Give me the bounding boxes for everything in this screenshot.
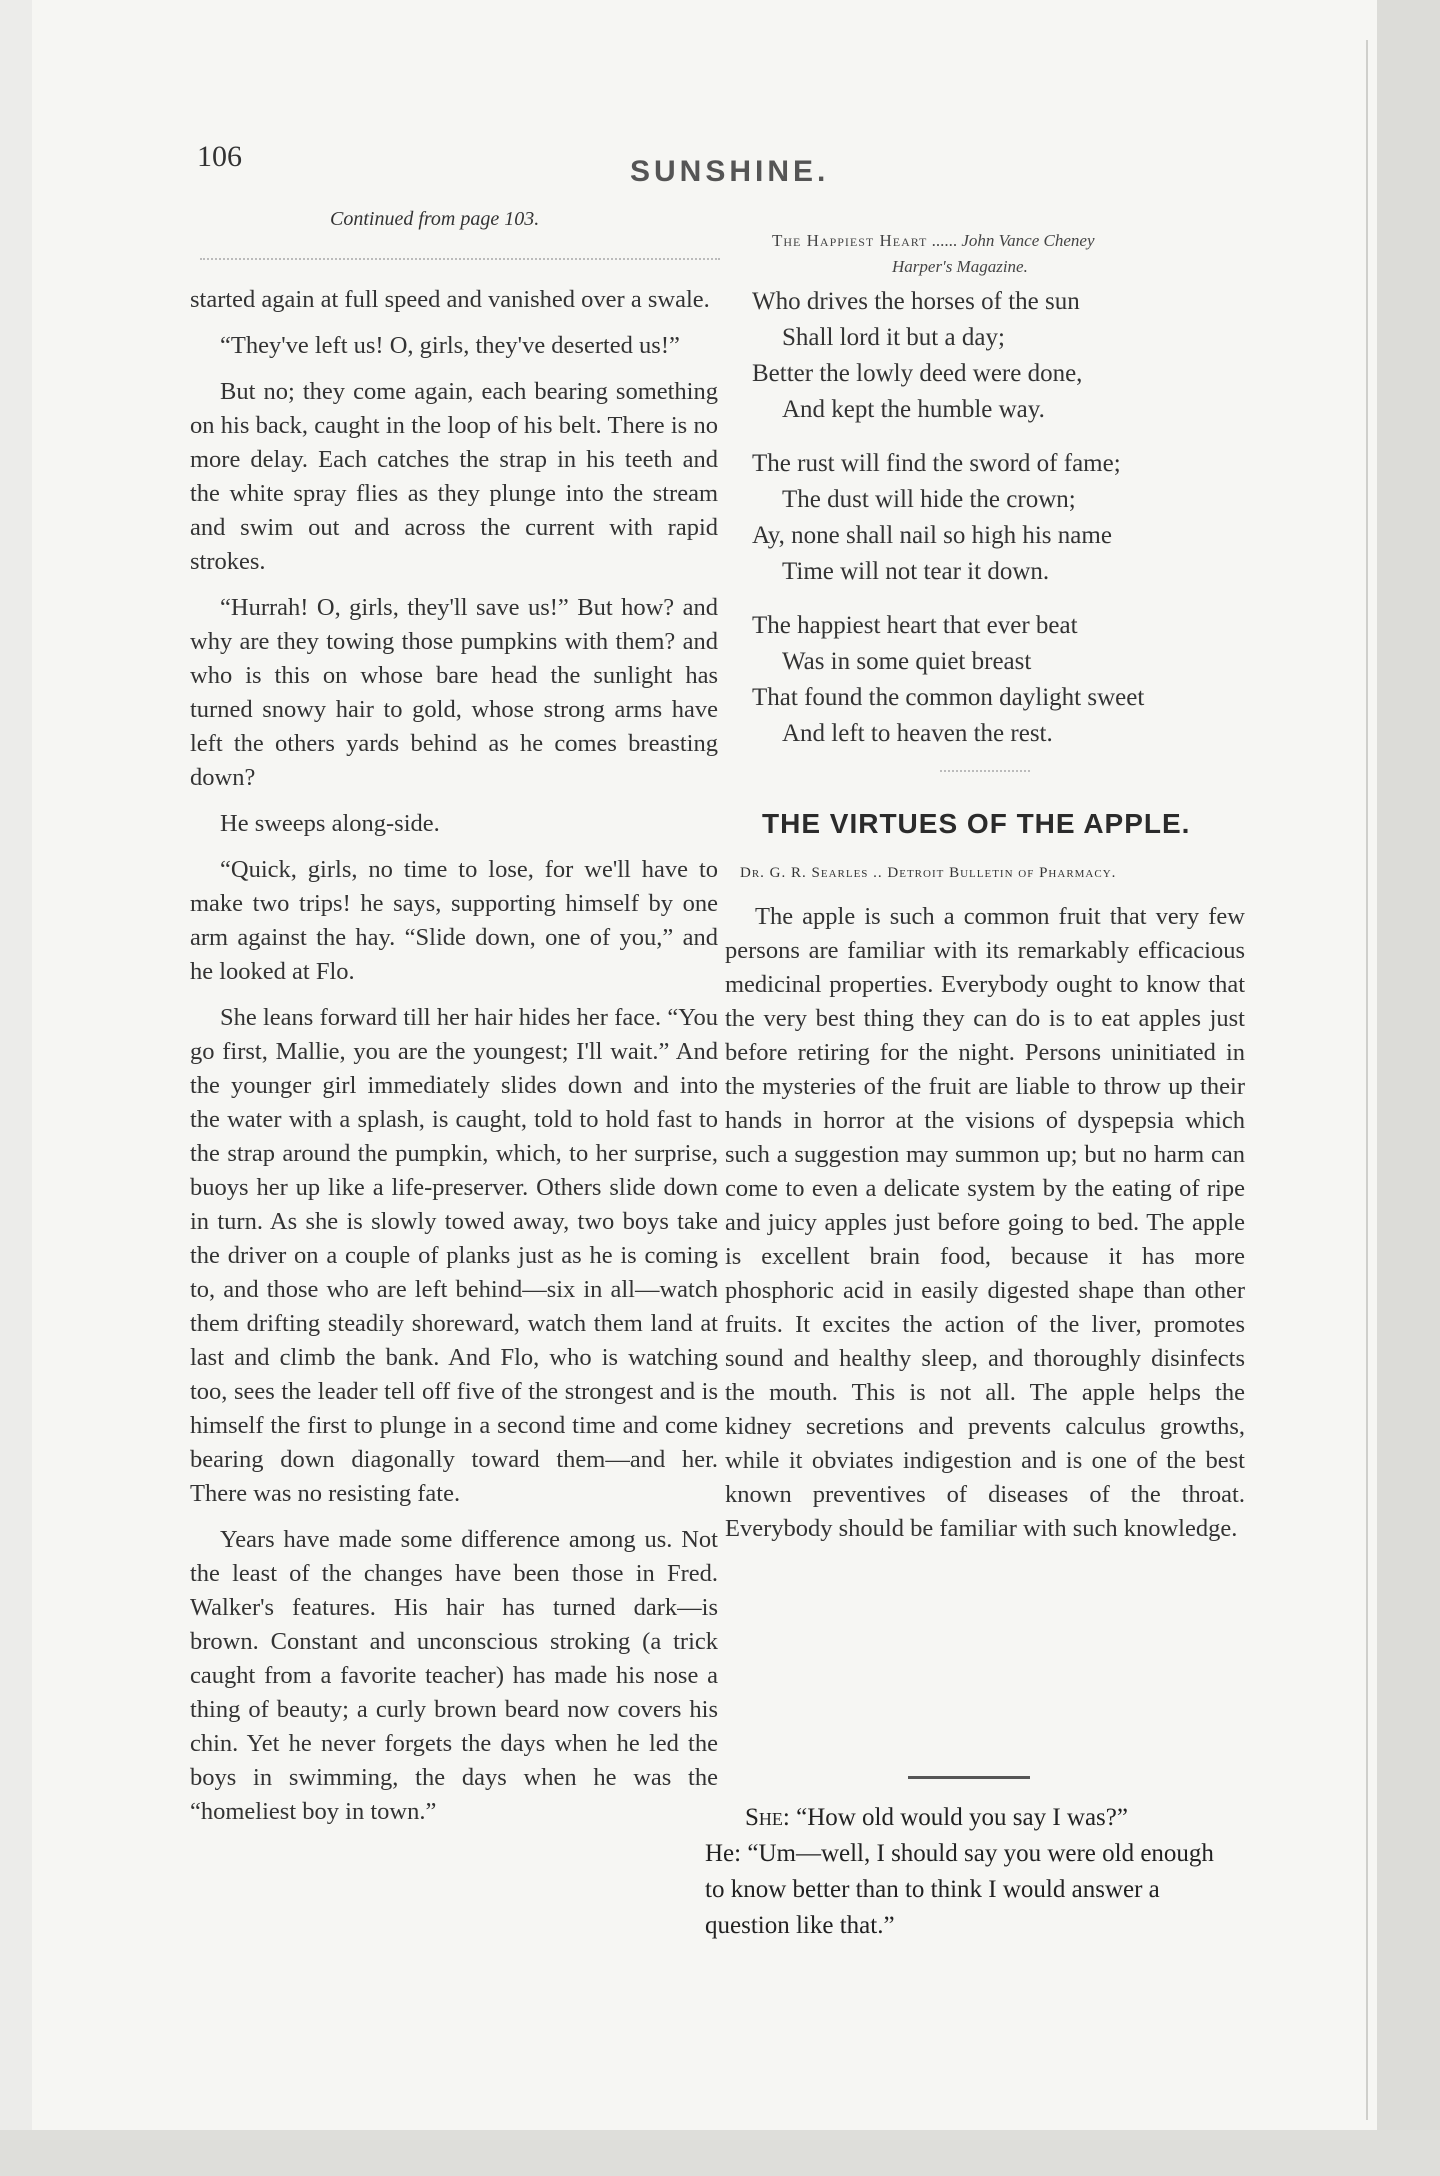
poem-line: Better the lowly deed were done, — [752, 360, 1083, 387]
poem-line: The dust will hide the crown; — [782, 486, 1076, 513]
poem-line: Ay, none shall nail so high his name — [752, 522, 1112, 549]
right-margin-strip — [1377, 0, 1440, 2176]
poem-line: Time will not tear it down. — [782, 558, 1050, 585]
paragraph: Years have made some difference among us. Not the least of the changes have been those in Fred. Walker's features. His hair has turned dark—is brown. Constant and unconscious stroking (a trick caught from a favorite teacher) has made his nose a thing of beauty; a curly brown beard now covers his chin. Yet he never forgets the days when he led the boys in swimming, the days when he was the “homeliest boy in town.” — [190, 1526, 718, 1825]
page-number: 106 — [197, 140, 242, 173]
paragraph: The apple is such a common fruit that very few persons are familiar with its remarkably efficacious medicinal properties. Everybody ought to know that the very best thing they can do is to eat apples just before retiring for the night. Persons uninitiated in the mysteries of the fruit are liable to throw up their hands in horror at the visions of dyspepsia which such a suggestion may summon up; but no harm can come to even a delicate system by the eating of ripe and juicy apples just before going to bed. The apple is excellent brain food, because it has more phosphoric acid in easily digested shape than other fruits. It excites the action of the liver, promotes sound and healthy sleep, and thoroughly disinfects the mouth. This is not all. The apple helps the kidney secretions and prevents calculus growths, while it obviates indigestion and is one of the best known preventives of diseases of the throat. Everybody should be familiar with such knowledge. — [725, 903, 1245, 1542]
short-rule — [908, 1776, 1030, 1779]
poem-stanza — [752, 446, 1252, 590]
article-title: THE VIRTUES OF THE APPLE. — [762, 808, 1191, 839]
poem-stanza — [752, 284, 1252, 428]
poem-line: Was in some quiet breast — [782, 648, 1032, 675]
poem-line: The happiest heart that ever beat — [752, 612, 1078, 639]
article-byline: Dr. G. R. Searles .. Detroit Bulletin of Pharmacy. — [740, 865, 1117, 881]
divider-rule — [200, 258, 720, 260]
fold-line — [1366, 40, 1368, 2120]
section-divider — [940, 770, 1030, 772]
poem-line: And kept the humble way. — [782, 396, 1045, 423]
running-title: SUNSHINE. — [630, 155, 830, 188]
speaker-he: He: — [705, 1840, 742, 1867]
paragraph: “They've left us! O, girls, they've deserted us!” — [220, 332, 680, 359]
joke-line-she — [705, 1800, 1230, 1836]
poem-line: Shall lord it but a day; — [782, 324, 1005, 351]
speaker-she: She: — [745, 1804, 790, 1831]
paragraph: “Hurrah! O, girls, they'll save us!” But how? and why are they towing those pumpkins with them? and who is this on whose bare head the sunlight has turned snowy hair to gold, whose strong arms have left the others yards behind as he comes breasting down? — [190, 594, 718, 791]
paragraph: started again at full speed and vanished over a swale. — [190, 286, 710, 313]
poem-title: The Happiest Heart — [772, 231, 928, 250]
paragraph: But no; they come again, each bearing something on his back, caught in the loop of his belt. There is no more delay. Each catches the strap in his teeth and the white spray flies as they plunge into the stream and swim out and across the current with rapid strokes. — [190, 378, 718, 575]
continued-note: Continued from page 103. — [330, 208, 540, 230]
joke-block — [705, 1800, 1230, 1944]
poem-line: Who drives the horses of the sun — [752, 288, 1080, 315]
poem-heading — [772, 228, 1222, 280]
paragraph: He sweeps along-side. — [220, 810, 440, 837]
poem-stanza — [752, 608, 1252, 752]
bottom-margin-strip — [0, 2130, 1440, 2176]
poem-line: That found the common daylight sweet — [752, 684, 1145, 711]
poem-source: Harper's Magazine. — [892, 257, 1028, 276]
poem-line: The rust will find the sword of fame; — [752, 450, 1121, 477]
poem-body — [752, 284, 1252, 770]
poem-author-sep: ...... — [931, 231, 958, 250]
poem-line: And left to heaven the rest. — [782, 720, 1053, 747]
he-text: “Um—well, I should say you were old enough to know better than to think I would answer a question like that.” — [705, 1840, 1214, 1939]
article-body — [725, 900, 1245, 1546]
joke-line-he — [705, 1836, 1230, 1944]
left-column — [190, 283, 718, 1841]
she-text: “How old would you say I was?” — [796, 1804, 1128, 1831]
paragraph: She leans forward till her hair hides her face. “You go first, Mallie, you are the youngest; I'll wait.” And the younger girl immediately slides down and into the water with a splash, is caught, told to hold fast to the strap around the pumpkin, which, to her surprise, buoys her up like a life-preserver. Others slide down in turn. As she is slowly towed away, two boys take the driver on a couple of planks just as he is coming to, and those who are left behind—six in all—watch them drifting steadily shoreward, watch them land at last and climb the bank. And Flo, who is watching too, sees the leader tell off five of the strongest and is himself the first to plunge in a second time and come bearing down diagonally toward them—and her. There was no resisting fate. — [190, 1004, 718, 1507]
paragraph: “Quick, girls, no time to lose, for we'll have to make two trips! he says, supporting himself by one arm against the hay. “Slide down, one of you,” and he looked at Flo. — [190, 856, 718, 985]
poem-author: John Vance Cheney — [961, 231, 1095, 250]
